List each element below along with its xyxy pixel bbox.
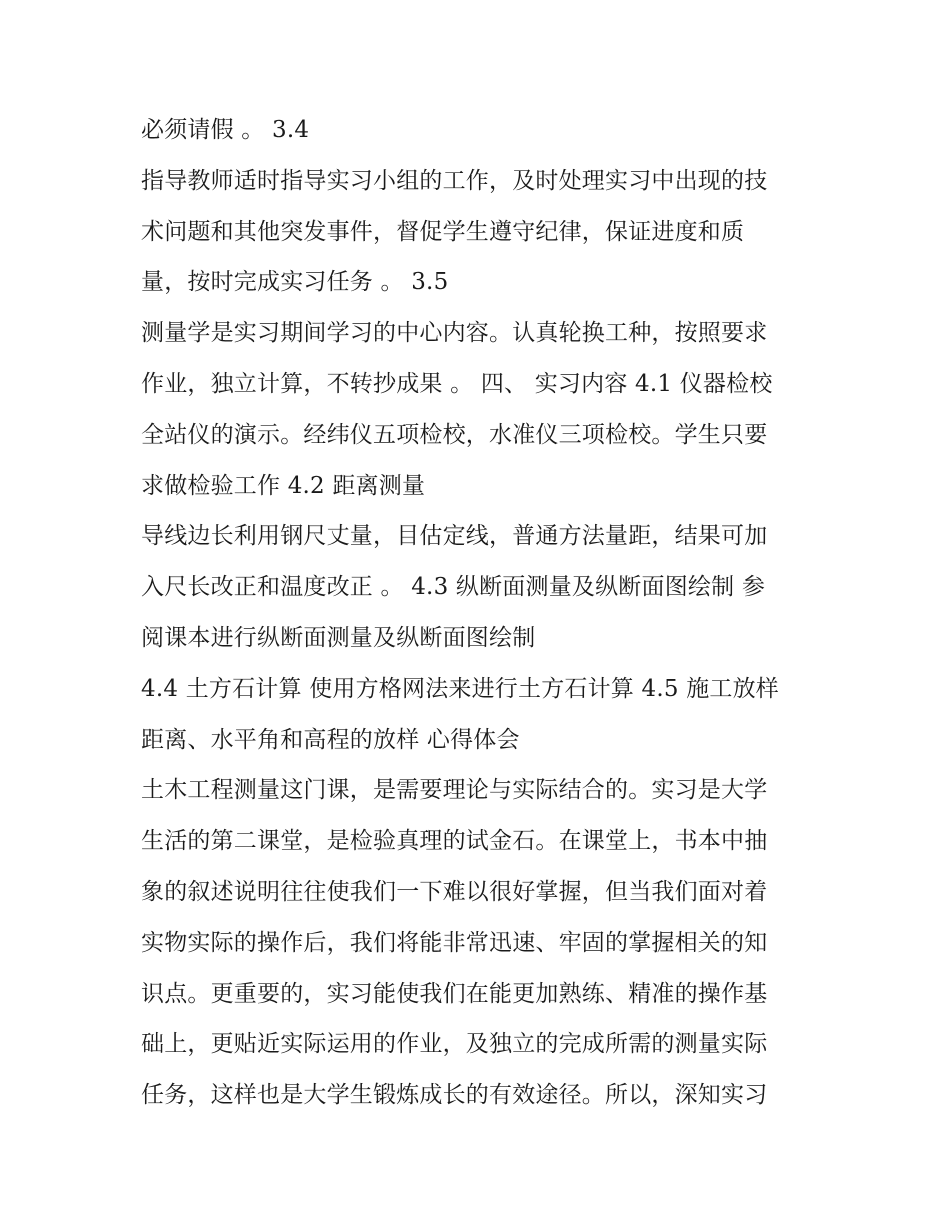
text-line: 象的叙述说明往往使我们一下难以很好掌握，但当我们面对着 bbox=[141, 878, 768, 905]
text-line: 阅课本进行纵断面测量及纵断面图绘制 bbox=[141, 624, 536, 651]
text-line: 土木工程测量这门课，是需要理论与实际结合的。实习是大学 bbox=[141, 777, 768, 804]
text-line: 求做检验工作 4.2 距离测量 bbox=[141, 472, 426, 499]
text-line: 指导教师适时指导实习小组的工作，及时处理实习中出现的技 bbox=[141, 167, 768, 194]
text-line: 4.4 土方石计算 使用方格网法来进行土方石计算 4.5 施工放样 bbox=[141, 675, 779, 702]
text-line: 全站仪的演示。经纬仪五项检校，水准仪三项检校。学生只要 bbox=[141, 421, 768, 448]
text-line: 测量学是实习期间学习的中心内容。认真轮换工种，按照要求 bbox=[141, 320, 768, 347]
text-line: 生活的第二课堂，是检验真理的试金石。在课堂上，书本中抽 bbox=[141, 828, 768, 855]
text-line: 入尺长改正和温度改正 。 4.3 纵断面测量及纵断面图绘制 参 bbox=[141, 574, 766, 601]
text-line: 识点。更重要的，实习能使我们在能更加熟练、精准的操作基 bbox=[141, 980, 768, 1007]
text-line: 量，按时完成实习任务 。 3.5 bbox=[141, 269, 449, 296]
text-line: 术问题和其他突发事件，督促学生遵守纪律，保证进度和质 bbox=[141, 218, 745, 245]
text-line: 必须请假 。 3.4 bbox=[141, 117, 310, 143]
text-line: 任务，这样也是大学生锻炼成长的有效途径。所以，深知实习 bbox=[141, 1082, 768, 1109]
text-line: 距离、水平角和高程的放样 心得体会 bbox=[141, 726, 520, 753]
body-text bbox=[141, 110, 821, 1126]
text-line: 础上，更贴近实际运用的作业，及独立的完成所需的测量实际 bbox=[141, 1031, 768, 1058]
text-line: 实物实际的操作后，我们将能非常迅速、牢固的掌握相关的知 bbox=[141, 929, 768, 956]
text-line: 作业，独立计算，不转抄成果 。 四、 实习内容 4.1 仪器检校 bbox=[141, 370, 773, 397]
text-line: 导线边长利用钢尺丈量，目估定线，普通方法量距，结果可加 bbox=[141, 523, 768, 550]
